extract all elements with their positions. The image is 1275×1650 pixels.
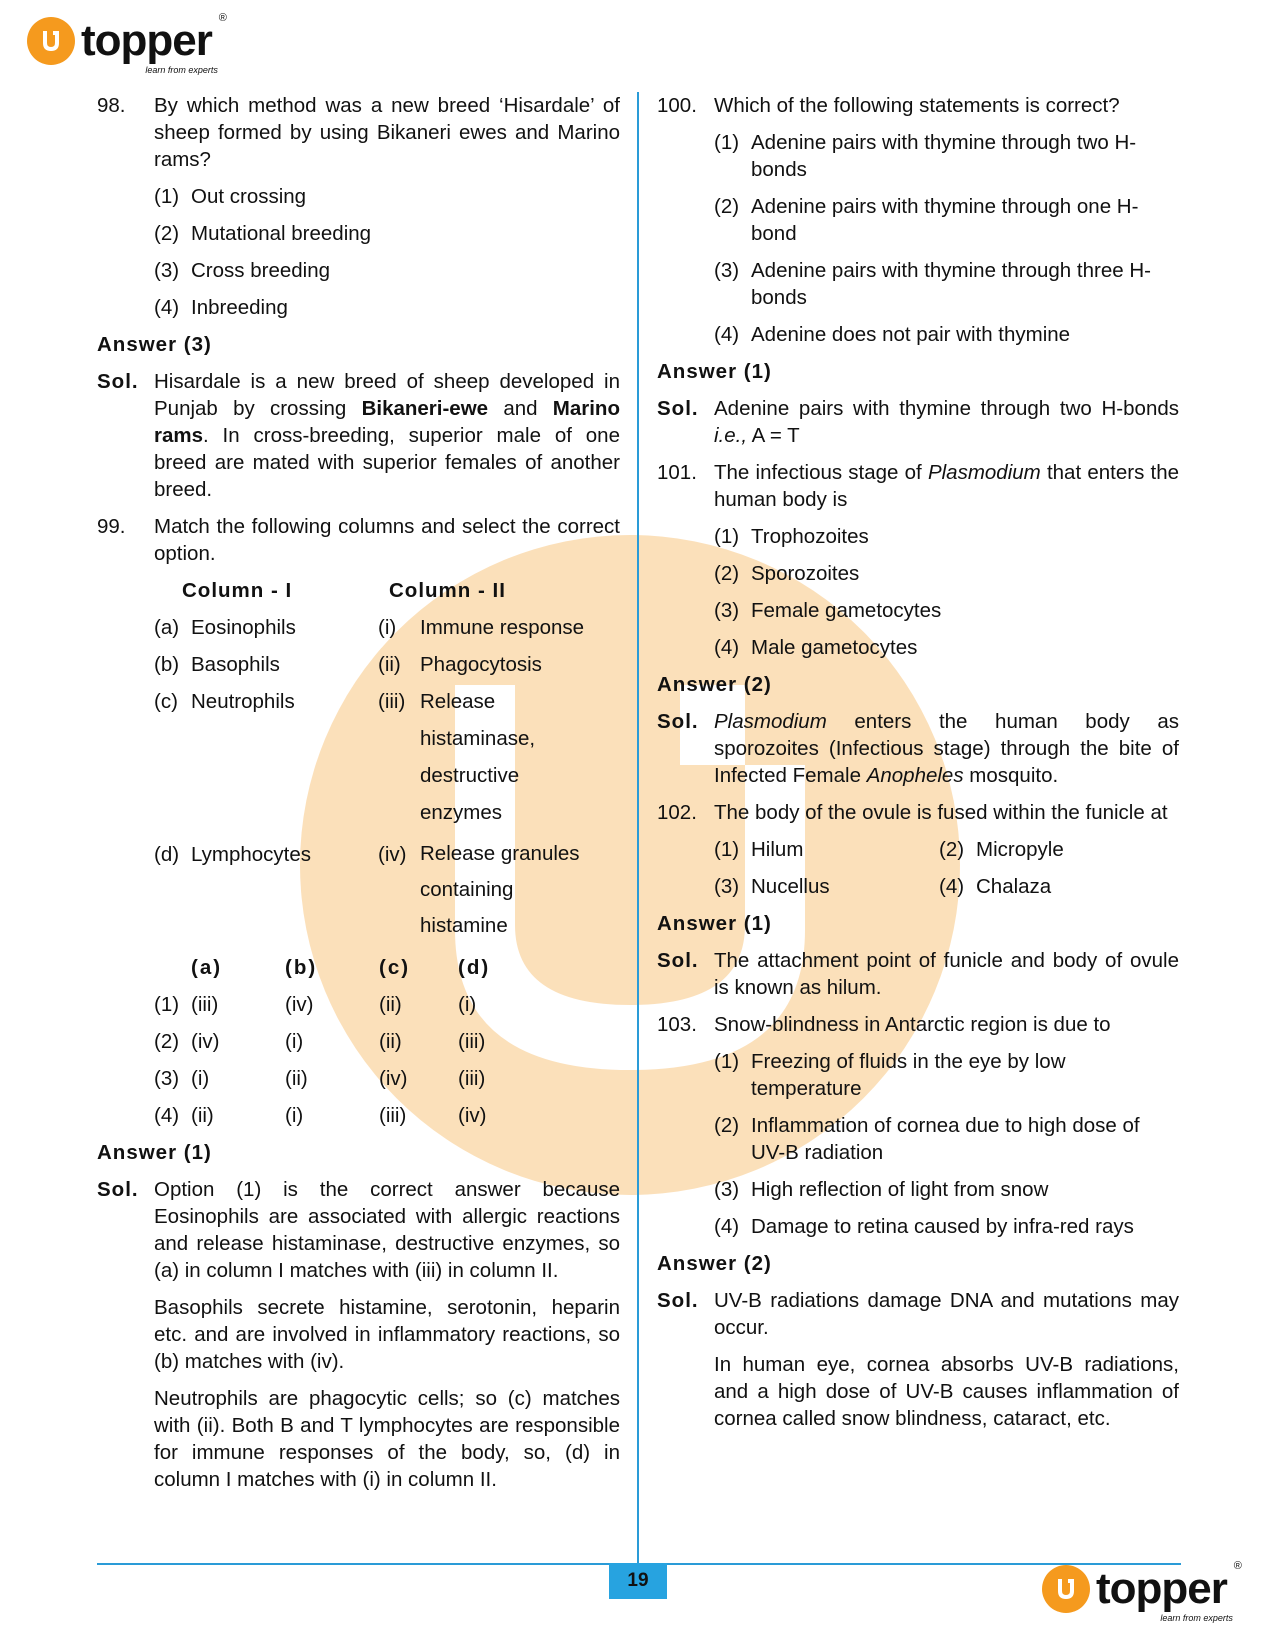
right-column <box>657 92 1179 1442</box>
option-text: Adenine pairs with thymine through three H-bonds <box>751 259 1151 309</box>
option <box>154 220 620 247</box>
solution-100 <box>657 395 1179 449</box>
option <box>714 193 1179 247</box>
answer-grid-row <box>154 1065 620 1092</box>
match-left-key: (a) <box>154 616 180 639</box>
option <box>714 1112 1179 1166</box>
question-102 <box>657 799 1179 826</box>
solution-102 <box>657 947 1179 1001</box>
answer-grid-row <box>154 1102 620 1129</box>
question-italic: Plasmodium <box>927 461 1041 484</box>
logo-wordmark: topper ® learn from experts <box>1096 1560 1241 1623</box>
question-text: Match the following columns and select the correct option. <box>154 515 620 565</box>
grid-cell: (iii) <box>191 993 219 1016</box>
grid-head: (d) <box>458 956 491 979</box>
option-number: (3) <box>714 599 740 622</box>
solution-101 <box>657 708 1179 789</box>
solution-part: Hisardale is a new breed of sheep developed in Punjab by crossing <box>154 370 620 420</box>
option-number: (1) <box>154 185 180 208</box>
logo-tagline: learn from experts <box>145 65 218 75</box>
option-text: Chalaza <box>976 875 1052 898</box>
grid-head: (a) <box>191 956 223 979</box>
solution-italic: i.e., <box>714 424 748 447</box>
logo-tagline: learn from experts <box>1160 1613 1233 1623</box>
match-right-key: (ii) <box>378 653 401 676</box>
question-number: 103. <box>657 1013 697 1036</box>
brand-logo <box>27 12 226 75</box>
option-text: Inflammation of cornea due to high dose of UV-B radiation <box>751 1114 1140 1164</box>
option-number: (1) <box>714 525 740 548</box>
solution-label: Sol. <box>657 397 699 420</box>
solution-text <box>714 708 1179 789</box>
question-text: Snow-blindness in Antarctic region is due to <box>714 1013 1111 1036</box>
page-number: 19 <box>609 1563 667 1599</box>
logo-reg-mark: ® <box>1233 1560 1241 1572</box>
column-i-header: Column - I <box>182 579 293 602</box>
match-right-value: Release histaminase, destructive enzymes <box>420 690 536 824</box>
question-number: 100. <box>657 94 697 117</box>
match-row <box>154 651 620 678</box>
option-text: Out crossing <box>191 185 307 208</box>
solution-text <box>714 395 1179 449</box>
answer-103: Answer (2) <box>657 1252 772 1275</box>
option-text: Inbreeding <box>191 296 288 319</box>
grid-cell: (iv) <box>379 1067 408 1090</box>
solution-bold: Marino rams <box>154 397 620 447</box>
solution-text: The attachment point of funicle and body of ovule is known as hilum. <box>714 949 1179 999</box>
column-ii-header: Column - II <box>389 579 506 602</box>
match-right-value: Immune response <box>420 616 585 639</box>
logo-wordmark: topper ® learn from experts <box>81 12 226 75</box>
match-right-key: (iv) <box>378 843 407 866</box>
question-number: 98. <box>97 94 126 117</box>
grid-cell: (i) <box>285 1030 304 1053</box>
solution-99 <box>97 1176 620 1284</box>
footer-brand-logo <box>1042 1560 1241 1623</box>
solution-label: Sol. <box>97 370 139 393</box>
option-number: (2) <box>154 222 180 245</box>
grid-cell: (iv) <box>458 1104 487 1127</box>
grid-cell: (iv) <box>285 993 314 1016</box>
option-text: Trophozoites <box>751 525 869 548</box>
solution-italic: Anopheles <box>866 764 964 787</box>
match-left-key: (c) <box>154 690 178 713</box>
option <box>714 560 1179 587</box>
grid-cell: (iii) <box>458 1030 486 1053</box>
match-row <box>154 841 620 944</box>
option-text: Male gametocytes <box>751 636 918 659</box>
match-left-key: (d) <box>154 843 180 866</box>
grid-cell: (i) <box>458 993 477 1016</box>
option-number: (2) <box>939 838 965 861</box>
answer-grid-header <box>191 954 620 981</box>
match-row <box>154 688 620 831</box>
match-right-key: (i) <box>378 616 397 639</box>
match-left-key: (b) <box>154 653 180 676</box>
option <box>154 183 620 210</box>
question-part: that enters the human body is <box>714 461 1180 511</box>
option-number: (3) <box>714 259 740 282</box>
left-column <box>97 92 620 1503</box>
option-text: Adenine pairs with thymine through one H-bond <box>751 195 1139 245</box>
option <box>714 597 1179 624</box>
solution-103 <box>657 1287 1179 1341</box>
answer-102: Answer (1) <box>657 912 772 935</box>
grid-option-number: (1) <box>154 993 180 1016</box>
answer-99: Answer (1) <box>97 1141 212 1164</box>
logo-u-icon <box>27 17 75 65</box>
solution-label: Sol. <box>657 710 699 733</box>
option-text: High reflection of light from snow <box>751 1178 1049 1201</box>
option-number: (1) <box>714 838 740 861</box>
match-right-value: Release granules containing histamine <box>420 842 580 937</box>
solution-paragraph: In human eye, cornea absorbs UV-B radiations, and a high dose of UV-B causes inflammation of cornea called snow blindness, cataract, etc. <box>714 1353 1179 1430</box>
grid-cell: (ii) <box>379 993 402 1016</box>
option-text: Micropyle <box>976 838 1064 861</box>
grid-option-number: (4) <box>154 1104 180 1127</box>
option-number: (3) <box>154 259 180 282</box>
question-101 <box>657 459 1179 513</box>
question-number: 99. <box>97 515 126 538</box>
solution-part: . In cross-breeding, superior male of one breed are mated with superior females of another breed. <box>154 424 620 501</box>
grid-cell: (ii) <box>379 1030 402 1053</box>
option-number: (4) <box>714 323 740 346</box>
solution-paragraph: Neutrophils are phagocytic cells; so (c) matches with (ii). Both B and T lymphocytes are responsible for immune responses of the body, so, (d) in column I matches with (i) in column II. <box>154 1387 620 1491</box>
match-right-key: (iii) <box>378 690 406 713</box>
question-number: 102. <box>657 801 697 824</box>
question-text <box>714 459 1179 513</box>
option-number: (4) <box>714 1215 740 1238</box>
grid-cell: (i) <box>191 1067 210 1090</box>
option-text: Hilum <box>751 838 804 861</box>
option <box>714 129 1179 183</box>
question-103 <box>657 1011 1179 1038</box>
option <box>714 1176 1179 1203</box>
question-99 <box>97 513 620 567</box>
logo-u-icon <box>1042 1565 1090 1613</box>
match-column-headers <box>154 577 620 604</box>
question-number: 101. <box>657 461 697 484</box>
option <box>714 257 1179 311</box>
option <box>714 523 1179 550</box>
option-number: (1) <box>714 1050 740 1073</box>
question-text: By which method was a new breed ‘Hisardale’ of sheep formed by using Bikaneri ewes and Marino rams? <box>154 94 620 171</box>
grid-head: (b) <box>285 956 318 979</box>
grid-cell: (iii) <box>458 1067 486 1090</box>
solution-paragraph: Basophils secrete histamine, serotonin, heparin etc. and are involved in inflammatory reactions, so (b) matches with (iv). <box>154 1296 620 1373</box>
option-number: (4) <box>154 296 180 319</box>
solution-98 <box>97 368 620 503</box>
match-left-value: Neutrophils <box>191 690 295 713</box>
grid-option-number: (2) <box>154 1030 180 1053</box>
solution-text: UV-B radiations damage DNA and mutations may occur. <box>714 1289 1179 1339</box>
option-number: (4) <box>714 636 740 659</box>
solution-label: Sol. <box>97 1178 139 1201</box>
option-text: Sporozoites <box>751 562 860 585</box>
option <box>714 1213 1179 1240</box>
option-number: (2) <box>714 195 740 218</box>
option-text: Nucellus <box>751 875 830 898</box>
column-divider <box>637 92 639 1565</box>
grid-cell: (ii) <box>285 1067 308 1090</box>
question-text: Which of the following statements is correct? <box>714 94 1120 117</box>
solution-text <box>154 368 620 503</box>
grid-cell: (ii) <box>191 1104 214 1127</box>
answer-101: Answer (2) <box>657 673 772 696</box>
option <box>154 294 620 321</box>
logo-reg-mark: ® <box>218 12 226 24</box>
option-text: Adenine does not pair with thymine <box>751 323 1071 346</box>
answer-98: Answer (3) <box>97 333 212 356</box>
solution-text: Option (1) is the correct answer because Eosinophils are associated with allergic reactions and release histaminase, destructive enzymes, so (a) in column I matches with (iii) in column II. <box>154 1178 620 1282</box>
option <box>714 1048 1179 1102</box>
option-pair <box>714 873 1179 900</box>
question-part: The infectious stage of <box>714 461 922 484</box>
grid-cell: (iii) <box>379 1104 407 1127</box>
match-left-value: Basophils <box>191 653 280 676</box>
solution-label: Sol. <box>657 949 699 972</box>
solution-part: Adenine pairs with thymine through two H-bonds <box>714 397 1179 420</box>
match-row <box>154 614 620 641</box>
match-left-value: Eosinophils <box>191 616 296 639</box>
answer-grid-row <box>154 1028 620 1055</box>
solution-part: and <box>503 397 538 420</box>
solution-part: A = T <box>751 424 800 447</box>
option-text: Mutational breeding <box>191 222 372 245</box>
option-number: (3) <box>714 1178 740 1201</box>
option-text: Damage to retina caused by infra-red rays <box>751 1215 1134 1238</box>
option-text: Female gametocytes <box>751 599 942 622</box>
grid-option-number: (3) <box>154 1067 180 1090</box>
option-number: (2) <box>714 1114 740 1137</box>
grid-head: (c) <box>379 956 411 979</box>
question-98 <box>97 92 620 173</box>
solution-part: mosquito. <box>969 764 1059 787</box>
option <box>154 257 620 284</box>
solution-italic: Plasmodium <box>714 710 827 733</box>
answer-grid-row <box>154 991 620 1018</box>
grid-cell: (iv) <box>191 1030 220 1053</box>
match-right-value: Phagocytosis <box>420 653 542 676</box>
question-100 <box>657 92 1179 119</box>
answer-100: Answer (1) <box>657 360 772 383</box>
option-number: (3) <box>714 875 740 898</box>
option-number: (1) <box>714 131 740 154</box>
solution-bold: Bikaneri-ewe <box>361 397 489 420</box>
option-number: (2) <box>714 562 740 585</box>
option-text: Freezing of fluids in the eye by low temperature <box>751 1050 1066 1100</box>
option-pair <box>714 836 1179 863</box>
option <box>714 634 1179 661</box>
match-left-value: Lymphocytes <box>191 843 312 866</box>
question-text: The body of the ovule is fused within the funicle at <box>714 801 1168 824</box>
option <box>714 321 1179 348</box>
option-text: Cross breeding <box>191 259 331 282</box>
option-number: (4) <box>939 875 965 898</box>
solution-part: enters the human body as sporozoites (Infectious stage) through the bite of Infected Female <box>714 710 1179 787</box>
grid-cell: (i) <box>285 1104 304 1127</box>
option-text: Adenine pairs with thymine through two H-bonds <box>751 131 1137 181</box>
solution-label: Sol. <box>657 1289 699 1312</box>
